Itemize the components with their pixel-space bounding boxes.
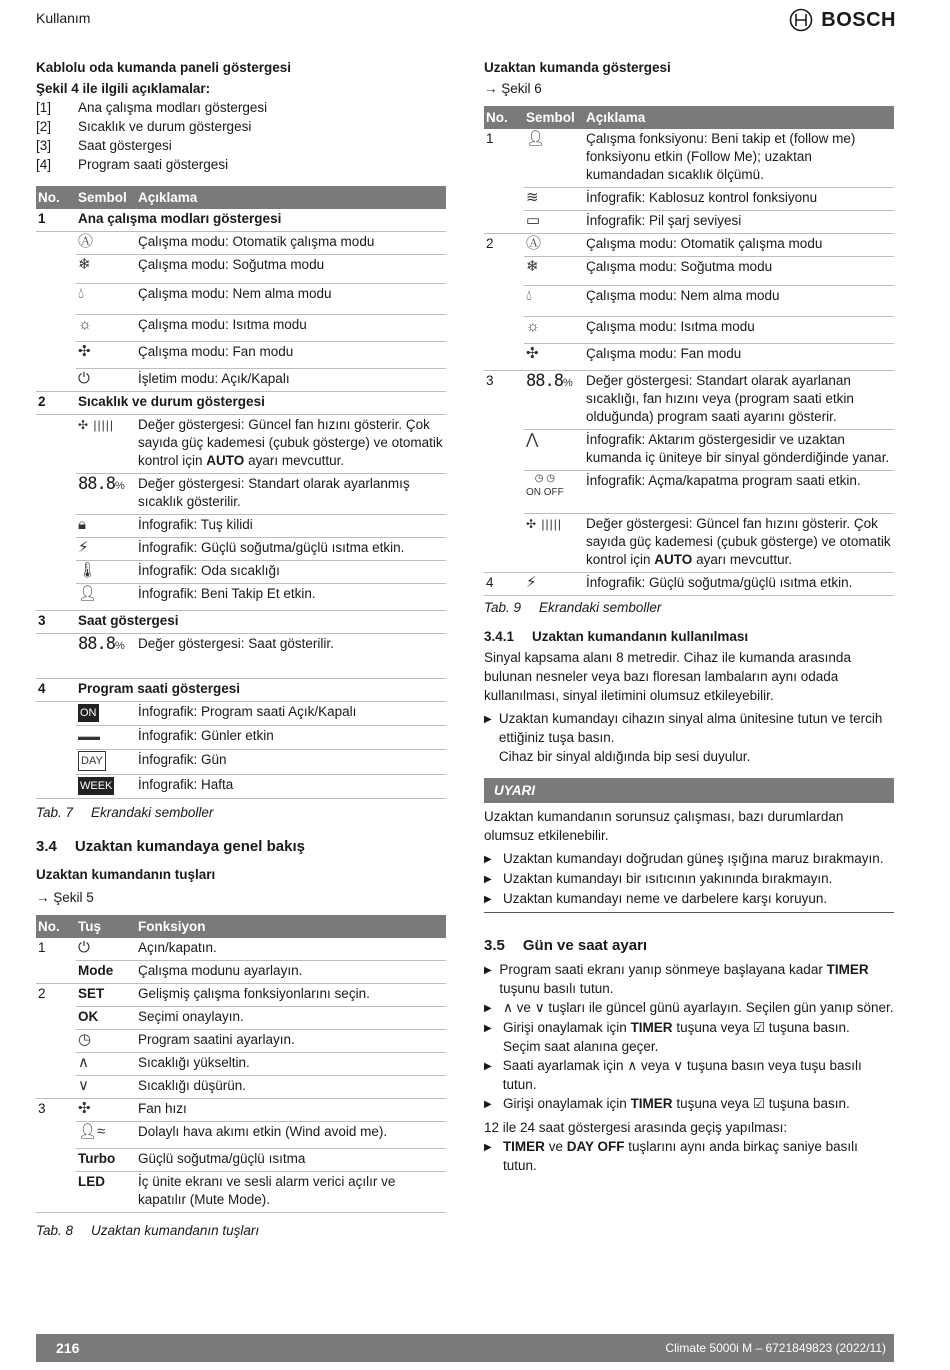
instruction-item: ▶ Program saati ekranı yanıp sönmeye başlayana kadar TIMER tuşunu basılı tutun. [484, 962, 869, 996]
droplet-icon: 💧︎ [78, 285, 85, 302]
table-row: ∨ Sıcaklığı düşürün. [36, 1076, 446, 1099]
table-row: LED İç ünite ekranı ve sesli alarm verici açılır ve kapatılır (Mute Mode). [36, 1172, 446, 1213]
table-row: 4 ⚡︎ İnfografik: Güçlü soğutma/güçlü ısıtma etkin. [484, 573, 894, 596]
table-row: ▬▬ İnfografik: Günler etkin [36, 726, 446, 750]
remote-figure-ref: → Şekil 6 [484, 81, 542, 96]
timer-on-off-icon: ◷ ◷ ON OFF [526, 473, 564, 498]
range-paragraph: Sinyal kapsama alanı 8 metredir. Cihaz ile kumanda arasında bulunan nesneler veya bazı floresan lambaların aynı odada kullanılması, sinyal iletimini olumsuz etkileyebilir. [484, 650, 851, 703]
table-row: ⚡︎ İnfografik: Güçlü soğutma/güçlü ısıtma etkin. [36, 538, 446, 561]
power-icon: ⏻ [78, 370, 90, 387]
table-row: ✣ ||||| Değer göstergesi: Güncel fan hızını gösterir. Çok sayıda güç kademesi (çubuk gösterge) ve otomatik kontrol için AUTO ayarı mevcuttur. [484, 514, 894, 573]
table-row: OK Seçimi onaylayın. [36, 1007, 446, 1030]
turbo-icon: ⚡︎ [526, 574, 537, 591]
chevron-down-icon: ∨ [78, 1077, 89, 1094]
legend-item: [1] Ana çalışma modları göstergesi [36, 100, 268, 115]
on-off-icon: ON [78, 704, 99, 722]
instruction-item: ▶ Girişi onaylamak için TIMER tuşuna veya ☑ tuşuna basın. [484, 1096, 850, 1111]
table-row: ⏻ İşletim modu: Açık/Kapalı [36, 369, 446, 392]
clock-icon: ◷ [78, 1031, 92, 1048]
keys-title: Uzaktan kumandanın tuşları [36, 867, 216, 882]
table-row: 🌡︎ İnfografik: Oda sıcaklığı [36, 561, 446, 584]
table-row: ✣ Çalışma modu: Fan modu [36, 342, 446, 369]
auto-mode-icon: Ⓐ [78, 233, 94, 250]
chevron-up-icon: ∧ [503, 1000, 513, 1015]
table-row: ✣ Çalışma modu: Fan modu [484, 344, 894, 371]
warning-banner: UYARI [484, 778, 894, 803]
table-row: ✣ ||||| Değer göstergesi: Güncel fan hızını gösterir. Çok sayıda güç kademesi (çubuk gösterge) ve otomatik kontrol için AUTO ayarı mevcuttur. [36, 415, 446, 474]
days-icon: ▬▬ [78, 731, 100, 743]
power-icon: ⏻ [78, 939, 90, 956]
table-row: WEEK İnfografik: Hafta [36, 775, 446, 799]
table-7-caption: Tab. 7 Ekrandaki semboller [36, 805, 214, 820]
turbo-icon: ⚡︎ [78, 539, 89, 556]
table-row: 3 Saat göstergesi [36, 611, 446, 634]
section-3-4-1-heading: 3.4.1 Uzaktan kumandanın kullanılması [484, 629, 749, 644]
table-row: ≋ İnfografik: Kablosuz kontrol fonksiyonu [484, 188, 894, 211]
segment-display-icon: 88.8 [78, 474, 115, 494]
page-footer [36, 1334, 894, 1362]
table-row: Ⓐ Çalışma modu: Otomatik çalışma modu [36, 232, 446, 255]
chevron-down-icon: ∨ [534, 1000, 545, 1015]
keys-figure-ref: → Şekil 5 [36, 890, 94, 905]
legend-item: [2] Sıcaklık ve durum göstergesi [36, 119, 252, 134]
chevron-up-icon: ∧ [78, 1054, 89, 1071]
left-column [36, 58, 446, 1238]
table-row: ☼ Çalışma modu: Isıtma modu [484, 317, 894, 344]
brand-name: BOSCH [821, 8, 896, 31]
table-row: ⋀ İnfografik: Aktarım göstergesidir ve uzaktan kumanda iç üniteye bir sinyal gönderdiğinde yanar. [484, 430, 894, 471]
fan-icon: ✣ [78, 343, 91, 360]
day-icon: DAY [78, 751, 106, 771]
week-icon: WEEK [78, 777, 114, 795]
table-row: Mode Çalışma modunu ayarlayın. [36, 961, 446, 984]
sun-icon: ☼ [78, 316, 92, 333]
table-row: 👤︎≈ Dolaylı hava akımı etkin (Wind avoid me). [36, 1122, 446, 1149]
section-3-5-heading: 3.5 Gün ve saat ayarı [484, 937, 648, 954]
warning-item: ▶ Uzaktan kumandayı doğrudan güneş ışığına maruz bırakmayın. [484, 851, 884, 866]
table-row: ON İnfografik: Program saati Açık/Kapalı [36, 702, 446, 726]
table-row: 1 ⏻ Açın/kapatın. [36, 938, 446, 961]
page-number: 216 [56, 1340, 80, 1356]
sun-icon: ☼ [526, 318, 540, 335]
table-8: No. Tuş Fonksiyon 1 ⏻ Açın/kapatın. Mode Çalışma modunu ayarlayın. 2 SET Gelişmiş çalışma fonksiyonlarını seçin. OK Seçimi onaylayın. ◷ Program saatini ayarlayın. ∧ Sıcaklığı yükseltin. ∨ Sıcaklığı düşürün. 3 ✣ Fan hızı 👤︎≈ Dolaylı hava akımı etkin (Wind avoid me). Turbo Güçlü soğutma/güçlü ısıtma LED İç ünite ekranı ve sesli alarm verici açılır ve kapatılır (Mute Mode). [36, 915, 446, 1213]
table-row: DAY İnfografik: Gün [36, 750, 446, 775]
table-row: ◷ ◷ ON OFF İnfografik: Açma/kapatma program saati etkin. [484, 471, 894, 514]
table-row: ❄ Çalışma modu: Soğutma modu [36, 255, 446, 284]
warning-item: ▶ Uzaktan kumandayı neme ve darbelere karşı koruyun. [484, 891, 828, 906]
wind-avoid-icon: 👤︎≈ [78, 1123, 106, 1140]
snowflake-icon: ❄ [526, 258, 539, 275]
instruction-item: ▶ Uzaktan kumandayı cihazın sinyal alma ünitesine tutun ve tercih ettiğiniz tuşa basın. Cihaz bir sinyal aldığında bip sesi duyulur. [484, 711, 883, 764]
table-row: Turbo Güçlü soğutma/güçlü ısıtma [36, 1149, 446, 1172]
table-row: 3 88.8% Değer göstergesi: Standart olarak ayarlanan sıcaklığı, fan hızını veya (program saati etkin olduğunda) program saati ayarını gösterir. [484, 371, 894, 430]
person-icon: 👤︎ [526, 130, 546, 147]
table-row: 2 Sıcaklık ve durum göstergesi [36, 392, 446, 415]
right-column [484, 58, 894, 1175]
table-row: ☼ Çalışma modu: Isıtma modu [36, 315, 446, 342]
warning-item: ▶ Uzaktan kumandayı bir ısıtıcının yakınında bırakmayın. [484, 871, 833, 886]
thermometer-icon: 🌡︎ [78, 562, 98, 579]
table-row: ◷ Program saatini ayarlayın. [36, 1030, 446, 1053]
legend-item: [3] Saat göstergesi [36, 138, 172, 153]
transmit-icon: ⋀ [526, 431, 539, 448]
brand-logo [789, 8, 896, 32]
lock-icon: 🔒︎ [78, 516, 86, 533]
bosch-armature-icon [789, 8, 813, 32]
clock-segment-icon: 88.8 [78, 634, 115, 654]
table-row: 💧︎ Çalışma modu: Nem alma modu [36, 284, 446, 315]
instruction-item: ▶ Girişi onaylamak için TIMER tuşuna veya ☑ tuşuna basın. Seçim saat alanına geçer. [484, 1020, 850, 1054]
table-8-caption: Tab. 8 Uzaktan kumandanın tuşları [36, 1223, 260, 1238]
table-row: 2 Ⓐ Çalışma modu: Otomatik çalışma modu [484, 234, 894, 257]
auto-mode-icon: Ⓐ [526, 235, 542, 252]
table-row: ▭ İnfografik: Pil şarj seviyesi [484, 211, 894, 234]
table-row: ∧ Sıcaklığı yükseltin. [36, 1053, 446, 1076]
chevron-up-icon: ∧ [627, 1058, 638, 1073]
legend-item: [4] Program saati göstergesi [36, 157, 229, 172]
table-row: 💧︎ Çalışma modu: Nem alma modu [484, 286, 894, 317]
panel-title: Kablolu oda kumanda paneli göstergesi [36, 60, 292, 75]
remote-display-title: Uzaktan kumanda göstergesi [484, 60, 671, 75]
table-row: 4 Program saati göstergesi [36, 679, 446, 702]
table-row: 👤︎ İnfografik: Beni Takip Et etkin. [36, 584, 446, 611]
table-row: 1 Ana çalışma modları göstergesi [36, 209, 446, 232]
person-icon: 👤︎ [78, 585, 98, 602]
table-row: 3 ✣ Fan hızı [36, 1099, 446, 1122]
table-9-caption: Tab. 9 Ekrandaki semboller [484, 600, 662, 615]
table-row: 🔒︎ İnfografik: Tuş kilidi [36, 515, 446, 538]
chevron-down-icon: ∨ [673, 1058, 684, 1073]
instruction-item: ▶ TIMER ve DAY OFF tuşlarını aynı anda birkaç saniye basılı tutun. [484, 1139, 858, 1173]
fan-speed-bars-icon: ✣ ||||| [526, 517, 562, 531]
table-row: 88.8% Değer göstergesi: Standart olarak ayarlanmış sıcaklık gösterilir. [36, 474, 446, 515]
battery-icon: ▭ [526, 212, 541, 229]
table-row: 88.8% Değer göstergesi: Saat gösterilir. [36, 634, 446, 679]
section-header: Kullanım [36, 10, 91, 26]
instruction-item: ▶ Saati ayarlamak için ∧ veya ∨ tuşuna basın veya tuşu basılı tutun. [484, 1058, 862, 1092]
fan-icon: ✣ [78, 1100, 91, 1117]
snowflake-icon: ❄ [78, 256, 91, 273]
toggle-paragraph: 12 ile 24 saat göstergesi arasında geçiş yapılması: [484, 1120, 788, 1135]
segment-display-icon: 88.8 [526, 371, 563, 391]
table-row: 2 SET Gelişmiş çalışma fonksiyonlarını seçin. [36, 984, 446, 1007]
table-row: 1 👤︎ Çalışma fonksiyonu: Beni takip et (follow me) fonksiyonu etkin (Follow Me); uzaktan kumandadan sıcaklık ölçümü. [484, 129, 894, 188]
table-row: ❄ Çalışma modu: Soğutma modu [484, 257, 894, 286]
wireless-icon: ≋ [526, 189, 539, 206]
droplet-icon: 💧︎ [526, 287, 533, 304]
fan-icon: ✣ [526, 345, 539, 362]
fan-speed-bars-icon: ✣ ||||| [78, 418, 114, 432]
legend-list [36, 98, 446, 174]
instruction-item: ▶ ∧ ve ∨ tuşları ile güncel günü ayarlayın. Seçilen gün yanıp söner. [484, 1000, 894, 1015]
table-7: No. Sembol Açıklama 1 Ana çalışma modları göstergesi Ⓐ Çalışma modu: Otomatik çalışma modu ❄ Çalışma modu: Soğutma modu 💧︎ Çalışma modu: Nem alma modu ☼ Çalışma modu: Isıtma modu ✣ Çalışma modu: Fan modu ⏻ İşletim modu: Açık/Kapalı 2 Sıcaklık ve durum göstergesi ✣ ||||| Değer göstergesi: Güncel fan hızını gösterir. Çok sayıda güç kademesi (çubuk gösterge) ve otomatik kontrol için AUTO ayarı mevcuttur. 88.8% Değer göstergesi: Standart olarak ayarlanmış sıcaklık gösterilir. 🔒︎ İnfografik: Tuş kilidi ⚡︎ İnfografik: Güçlü soğutma/güçlü ısıtma etkin. 🌡︎ İnfografik: Oda sıcaklığı 👤︎ İnfografik: Beni Takip Et etkin. 3 Saat göstergesi 88.8% Değer göstergesi: Saat gösterilir. 4 Program saati göstergesi ON İnfografik: Program saati Açık/Kapalı ▬▬ İnfografik: Günler etkin DAY İnfografik: Gün WEEK İnfografik: Hafta [36, 186, 446, 799]
document-reference: Climate 5000i M – 6721849823 (2022/11) [665, 1341, 886, 1355]
section-3-4-heading: 3.4 Uzaktan kumandaya genel bakış [36, 838, 305, 855]
warning-paragraph: Uzaktan kumandanın sorunsuz çalışması, bazı durumlardan olumsuz etkilenebilir. [484, 809, 844, 843]
figure-ref: Şekil 4 ile ilgili açıklamalar: [36, 81, 211, 96]
table-9: No. Sembol Açıklama 1 👤︎ Çalışma fonksiyonu: Beni takip et (follow me) fonksiyonu etkin (Follow Me); uzaktan kumandadan sıcaklık ölçümü. ≋ İnfografik: Kablosuz kontrol fonksiyonu ▭ İnfografik: Pil şarj seviyesi 2 Ⓐ Çalışma modu: Otomatik çalışma modu ❄ Çalışma modu: Soğutma modu 💧︎ Çalışma modu: Nem alma modu ☼ Çalışma modu: Isıtma modu ✣ Çalışma modu: Fan modu 3 88.8% Değer göstergesi: Standart olarak ayarlanan sıcaklığı, fan hızını veya (program saati etkin olduğunda) program saati ayarını gösterir. ⋀ İnfografik: Aktarım göstergesidir ve uzaktan kumanda iç üniteye bir sinyal gönderdiğinde yanar. ◷ ◷ ON OFF İnfografik: Açma/kapatma program saati etkin. ✣ ||||| Değer göstergesi: Güncel fan hızını gösterir. Çok sayıda güç kademesi (çubuk gösterge) ve otomatik kontrol için AUTO ayarı mevcuttur. 4 ⚡︎ İnfografik: Güçlü soğutma/güçlü ısıtma etkin. [484, 106, 894, 596]
warning-list [484, 849, 894, 913]
